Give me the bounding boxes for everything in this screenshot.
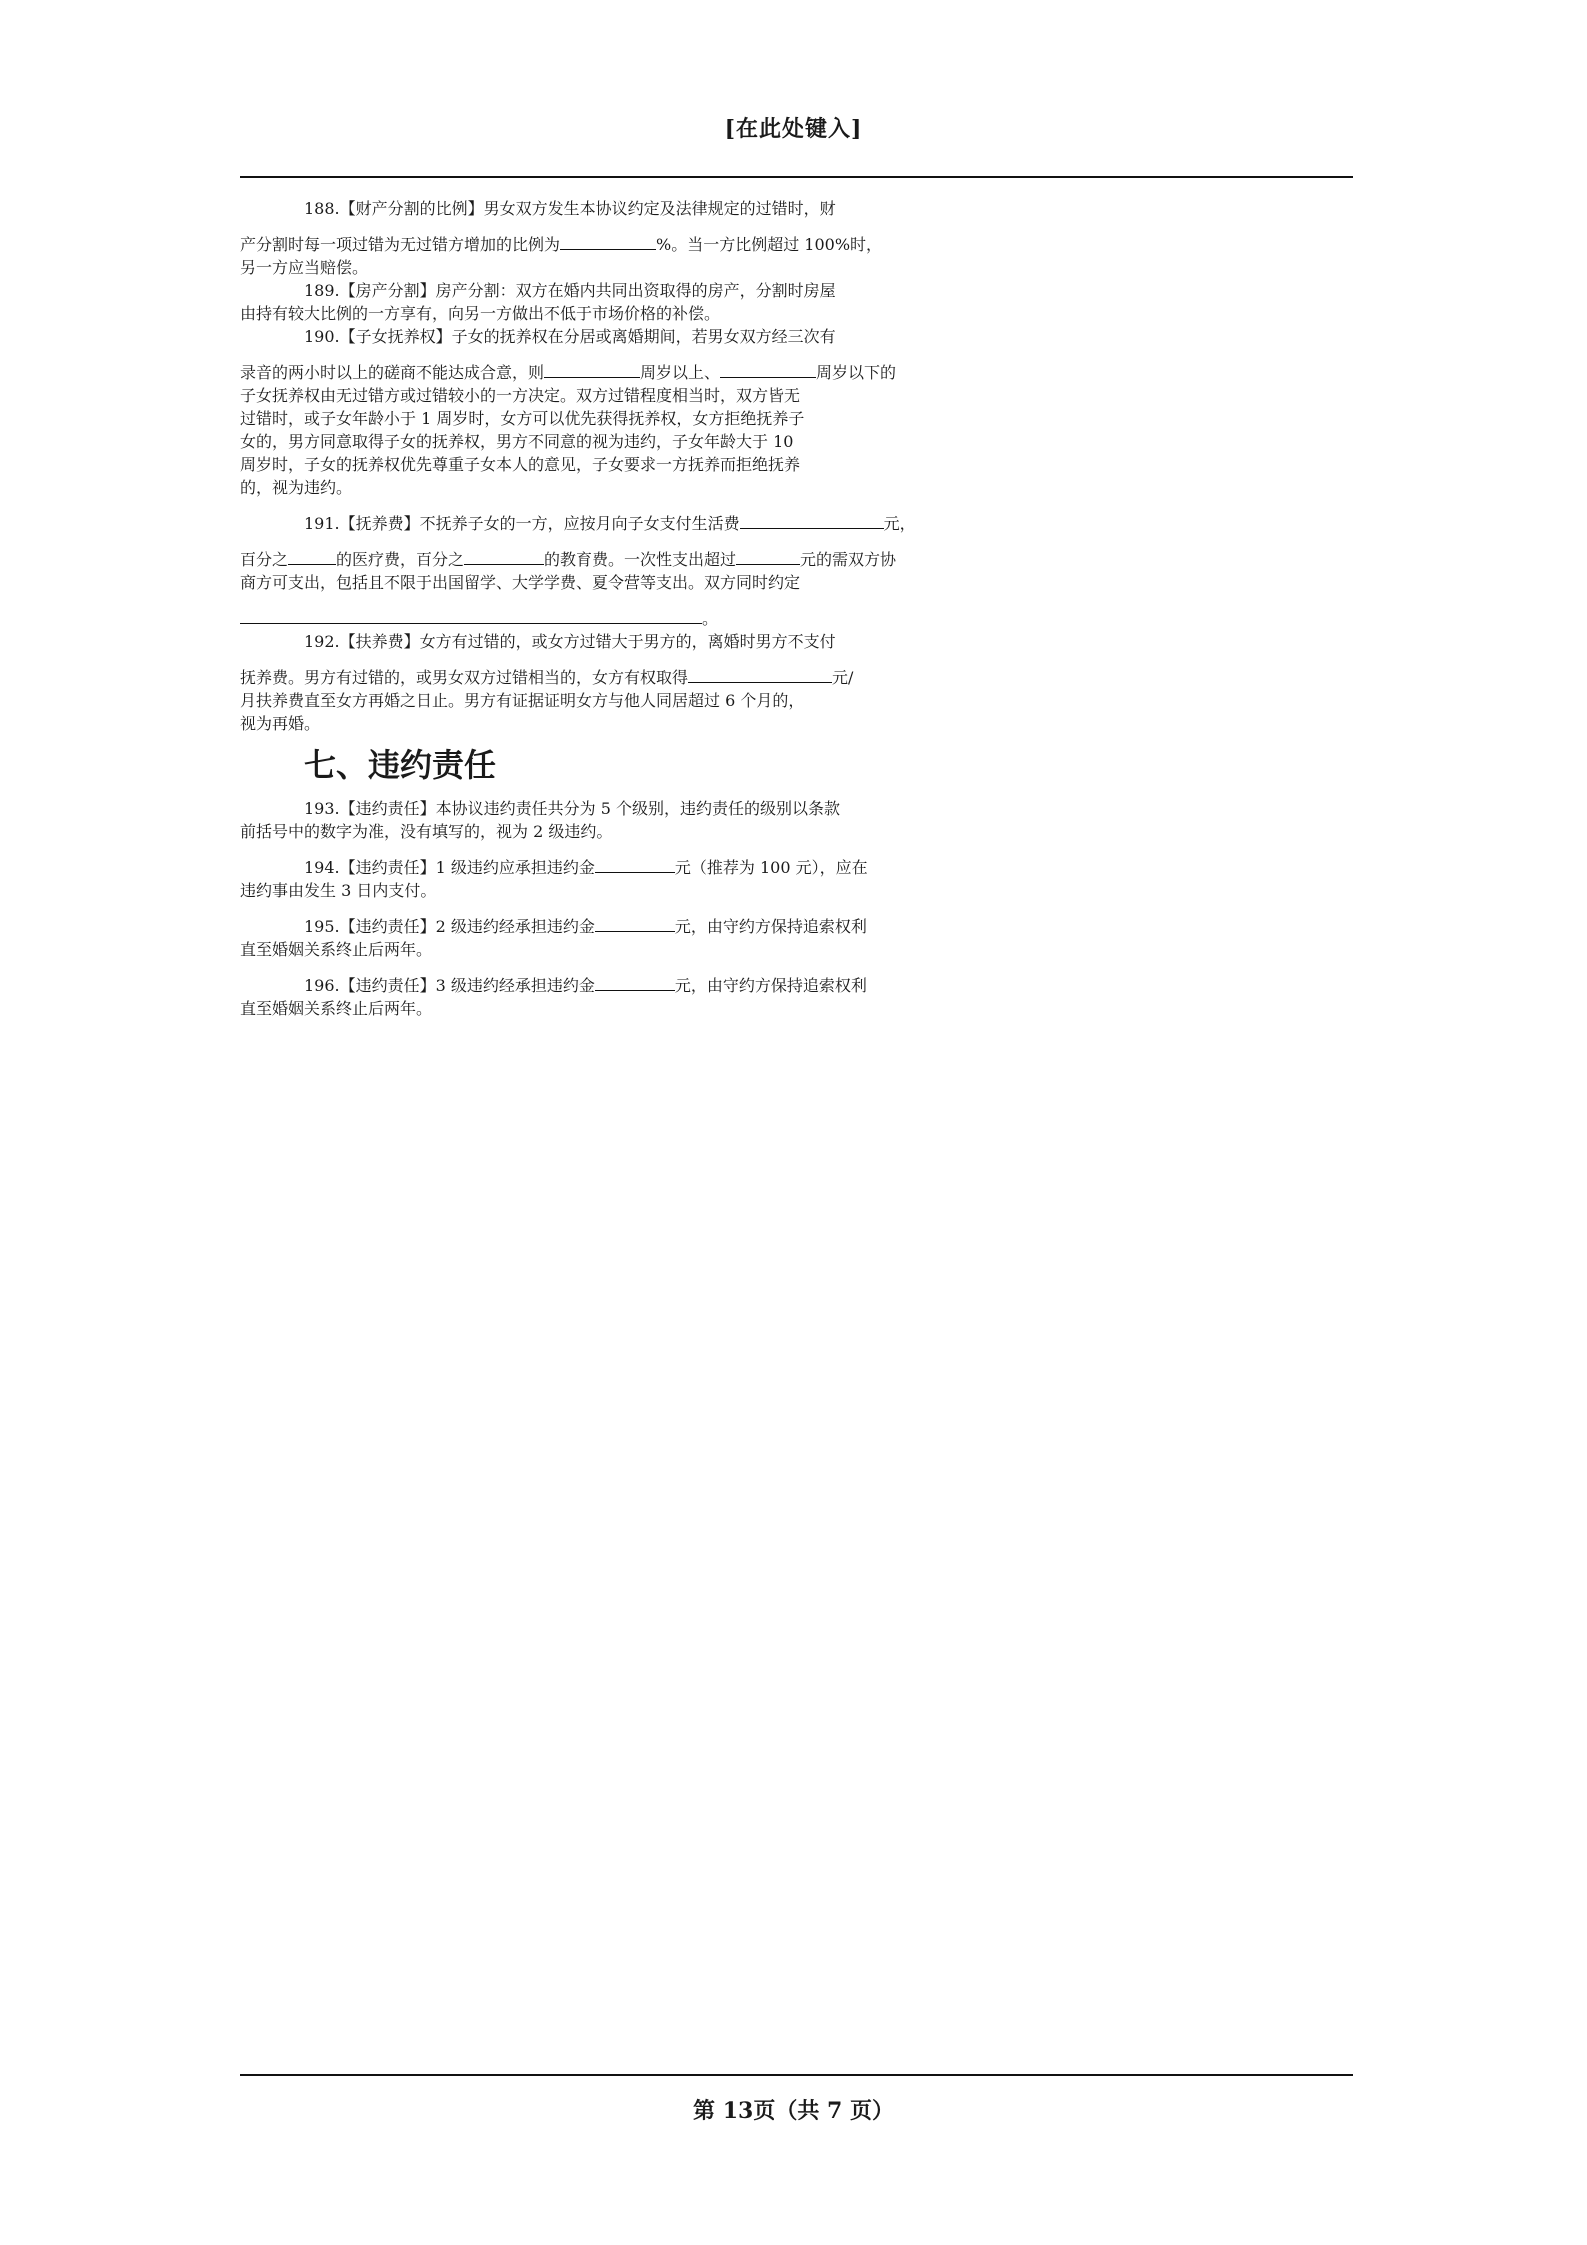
- blank-field[interactable]: [736, 534, 800, 565]
- clause-189: [240, 278, 1353, 324]
- clause-line: 188.【财产分割的比例】男女双方发生本协议约定及法律规定的过错时，财: [304, 199, 836, 218]
- page-footer: 第 13页（共 7 页）: [693, 2098, 894, 2124]
- clause-line: 视为再婚。: [240, 714, 321, 733]
- document-body: [240, 196, 1353, 1019]
- clause-190: [240, 324, 1353, 498]
- clause-line: 子女抚养权由无过错方或过错较小的一方决定。双方过错程度相当时，双方皆无: [240, 386, 801, 405]
- clause-line: 抚养费。男方有过错的，或男女双方过错相当的，女方有权取得 元/: [240, 652, 1353, 688]
- clause-line: 189.【房产分割】房产分割：双方在婚内共同出资取得的房产，分割时房屋: [304, 281, 836, 300]
- clause-191: [240, 498, 1353, 629]
- clause-line: 过错时，或子女年龄小于 1 周岁时，女方可以优先获得抚养权，女方拒绝抚养子: [240, 409, 805, 428]
- clause-line: 直至婚姻关系终止后两年。: [240, 940, 433, 959]
- clause-line: 另一方应当赔偿。: [240, 258, 369, 277]
- clause-188: [240, 196, 1353, 278]
- clause-line: 周岁时，子女的抚养权优先尊重子女本人的意见，子女要求一方抚养而拒绝抚养: [240, 455, 801, 474]
- clause-line: 192.【扶养费】女方有过错的，或女方过错大于男方的，离婚时男方不支付: [304, 632, 836, 651]
- blank-field[interactable]: [288, 534, 336, 565]
- clause-line: 195.【违约责任】2 级违约经承担违约金 元，由守约方保持追索权利: [240, 901, 1353, 937]
- page-header: [在此处键入]: [724, 116, 863, 142]
- clause-line: 196.【违约责任】3 级违约经承担违约金 元，由守约方保持追索权利: [240, 960, 1353, 996]
- blank-field[interactable]: [740, 498, 884, 529]
- clause-196: [240, 960, 1353, 1019]
- clause-line: 商方可支出，包括且不限于出国留学、大学学费、夏令营等支出。双方同时约定: [240, 573, 801, 592]
- blank-field[interactable]: [544, 347, 640, 378]
- clause-line: 产分割时每一项过错为无过错方增加的比例为 %。当一方比例超过 100%时，: [240, 219, 1353, 255]
- clause-195: [240, 901, 1353, 960]
- clause-line: 百分之 的医疗费，百分之 的教育费。一次性支出超过 元的需双方协: [240, 534, 1353, 570]
- clause-line: 录音的两小时以上的磋商不能达成合意，则 周岁以上、 周岁以下的: [240, 347, 1353, 383]
- clause-line: 191.【抚养费】不抚养子女的一方，应按月向子女支付生活费 元，: [240, 498, 1353, 534]
- clause-line: 。: [240, 593, 1353, 629]
- blank-field[interactable]: [720, 347, 816, 378]
- footer-rule: [240, 2074, 1353, 2076]
- blank-field[interactable]: [595, 960, 675, 991]
- clause-line: 直至婚姻关系终止后两年。: [240, 999, 433, 1018]
- clause-line: 前括号中的数字为准，没有填写的，视为 2 级违约。: [240, 822, 613, 841]
- clause-194: [240, 842, 1353, 901]
- clause-line: 违约事由发生 3 日内支付。: [240, 881, 437, 900]
- clause-line: 193.【违约责任】本协议违约责任共分为 5 个级别，违约责任的级别以条款: [304, 799, 840, 818]
- clause-line: 194.【违约责任】1 级违约应承担违约金 元（推荐为 100 元），应在: [240, 842, 1353, 878]
- clause-line: 的，视为违约。: [240, 478, 353, 497]
- clause-line: 月扶养费直至女方再婚之日止。男方有证据证明女方与他人同居超过 6 个月的，: [240, 691, 805, 710]
- clause-line: 190.【子女抚养权】子女的抚养权在分居或离婚期间，若男女双方经三次有: [304, 327, 836, 346]
- blank-field[interactable]: [560, 219, 656, 250]
- clause-193: [240, 796, 1353, 842]
- clause-line: 女的，男方同意取得子女的抚养权，男方不同意的视为违约，子女年龄大于 10: [240, 432, 794, 451]
- clause-192: [240, 629, 1353, 734]
- blank-field[interactable]: [688, 652, 832, 683]
- header-rule: [240, 176, 1353, 178]
- blank-field[interactable]: [595, 842, 675, 873]
- blank-field[interactable]: [595, 901, 675, 932]
- section-title: 七、违约责任: [304, 746, 497, 784]
- blank-field[interactable]: [240, 593, 702, 624]
- clause-line: 由持有较大比例的一方享有，向另一方做出不低于市场价格的补偿。: [240, 304, 721, 323]
- blank-field[interactable]: [464, 534, 544, 565]
